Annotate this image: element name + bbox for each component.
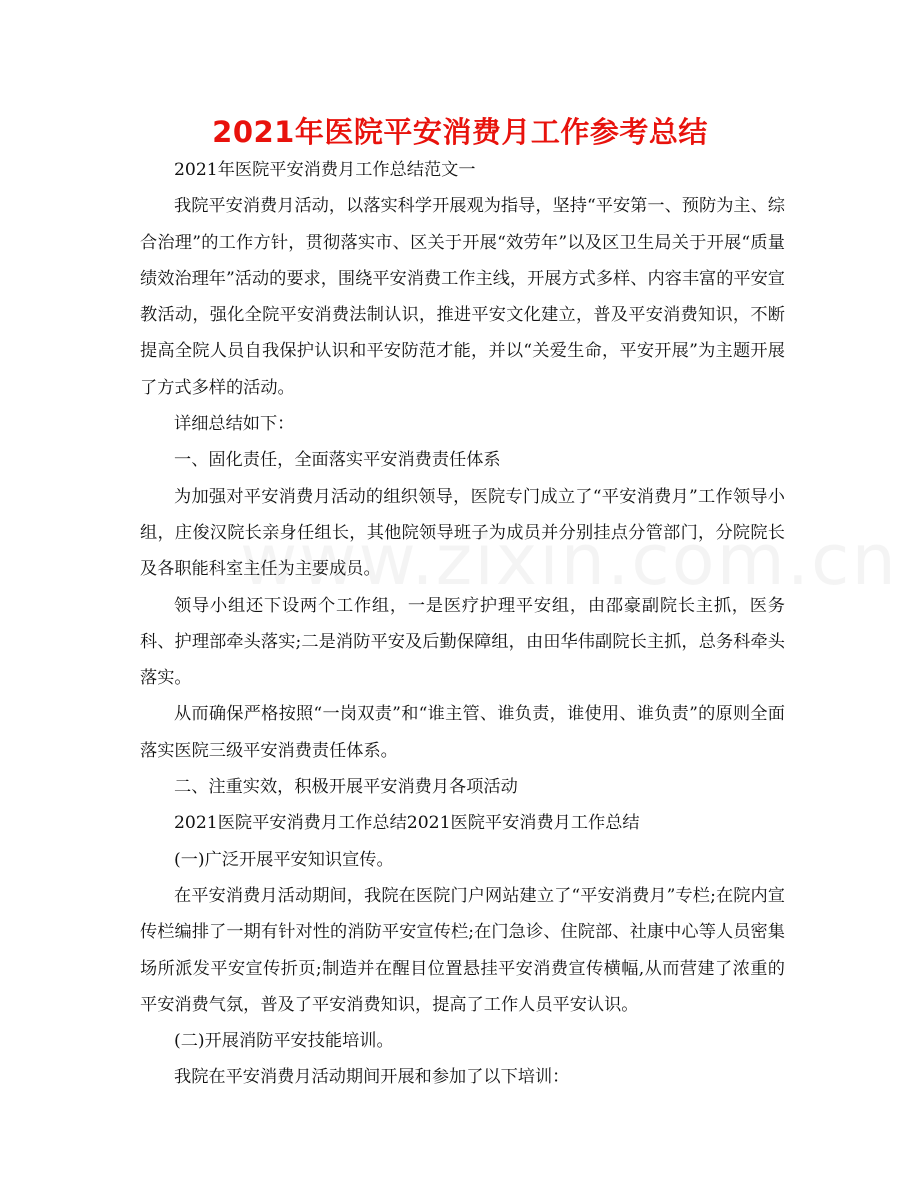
paragraph: 领导小组还下设两个工作组，一是医疗护理平安组，由邵豪副院长主抓，医务科、护理部牵头落实;二是消防平安及后勤保障组，由田华伟副院长主抓，总务科牵头落实。 (140, 595, 785, 689)
section-heading: 二、注重实效，积极开展平安消费月各项活动 (174, 777, 518, 798)
paragraph: 从而确保严格按照“一岗双责”和“谁主管、谁负责，谁使用、谁负责”的原则全面落实医院三级平安消费责任体系。 (140, 704, 785, 761)
paragraph: 2021年医院平安消费月工作总结范文一 (174, 160, 476, 180)
section-heading: 一、固化责任，全面落实平安消费责任体系 (174, 450, 501, 471)
paragraph: 为加强对平安消费月活动的组织领导，医院专门成立了“平安消费月”工作领导小组，庄俊汉院长亲身任组长，其他院领导班子为成员并分别挂点分管部门，分院院长及各职能科室主任为主要成员。 (140, 486, 785, 580)
subsection-heading: (一)广泛开展平安知识宣传。 (174, 849, 394, 870)
subsection-heading: (二)开展消防平安技能培训。 (174, 1031, 394, 1052)
paragraph: 我院在平安消费月活动期间开展和参加了以下培训： (174, 1067, 570, 1088)
document-body (140, 152, 785, 1096)
paragraph: 在平安消费月活动期间，我院在医院门户网站建立了“平安消费月”专栏;在院内宣传栏编排了一期有针对性的消防平安宣传栏;在门急诊、住院部、社康中心等人员密集场所派发平安宣传折页;制造并在醒目位置悬挂平安消费宣传横幅,从而营建了浓重的平安消费气氛，普及了平安消费知识，提高了工作人员平安认识。 (140, 885, 785, 1015)
document-title: 2021年医院平安消费月工作参考总结 (212, 115, 708, 149)
paragraph: 我院平安消费月活动，以落实科学开展观为指导，坚持“平安第一、预防为主、综合治理”的工作方针，贯彻落实市、区关于开展“效劳年”以及区卫生局关于开展“质量绩效治理年”活动的要求，围绕平安消费工作主线，开展方式多样、内容丰富的平安宣教活动，强化全院平安消费法制认识，推进平安文化建立，普及平安消费知识，不断提高全院人员自我保护认识和平安防范才能，并以“关爱生命，平安开展”为主题开展了方式多样的活动。 (140, 196, 785, 398)
paragraph: 2021医院平安消费月工作总结2021医院平安消费月工作总结 (174, 813, 640, 834)
paragraph: 详细总结如下： (174, 414, 295, 435)
